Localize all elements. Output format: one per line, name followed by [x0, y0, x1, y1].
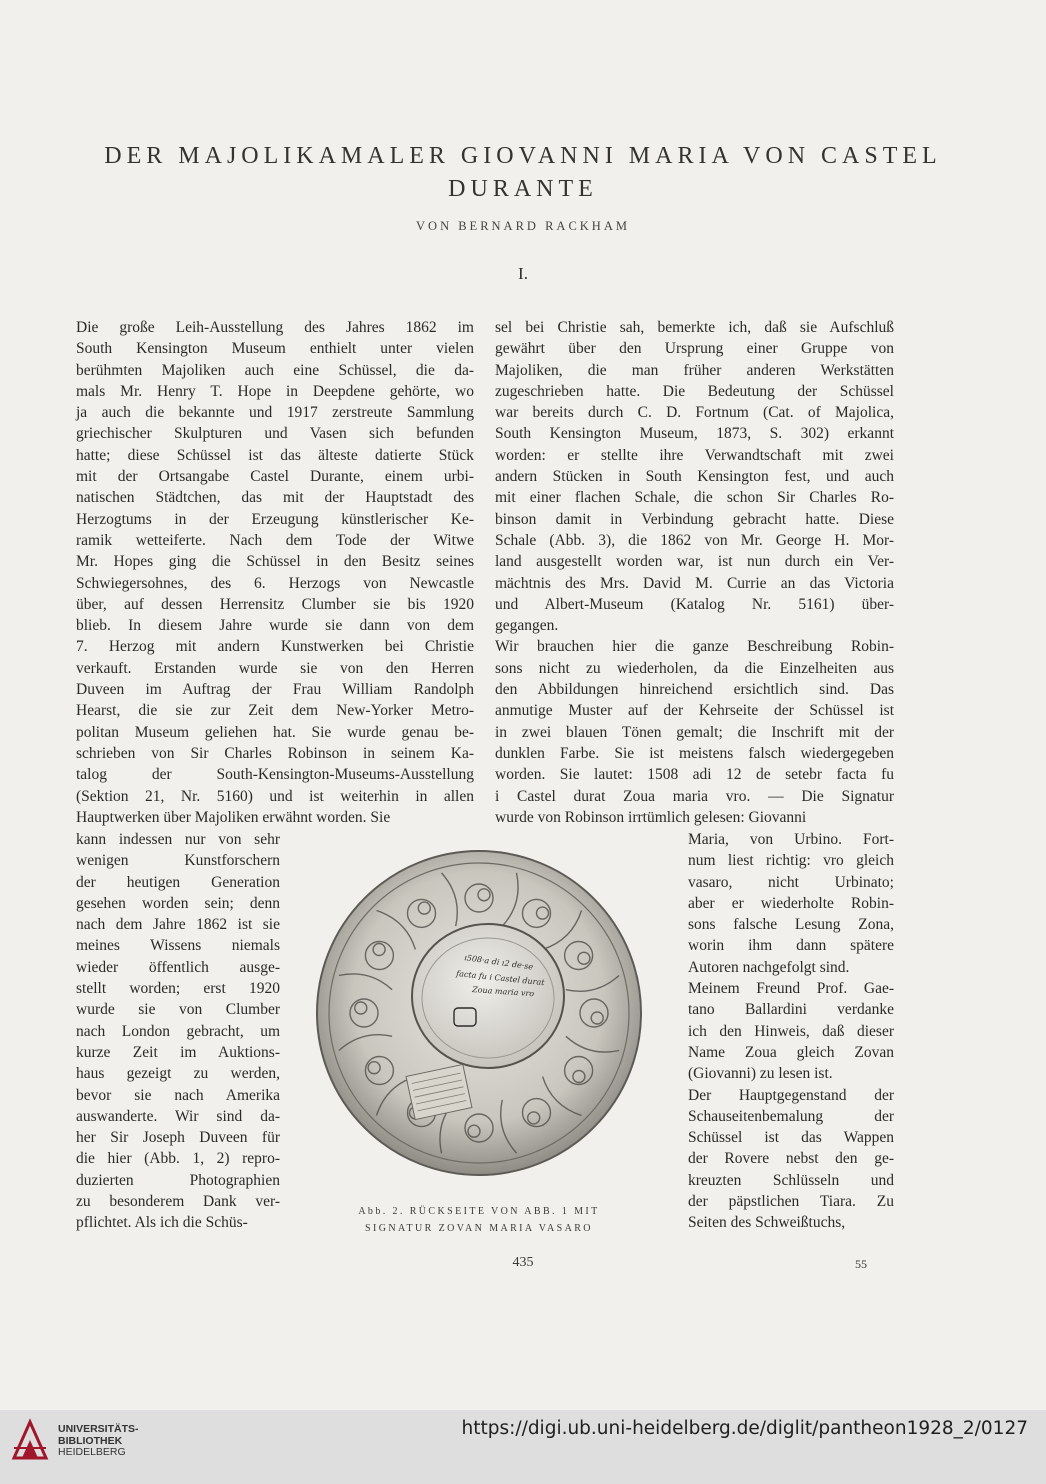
text-line: natischen Städtchen, das mit der Hauptstadt des: [76, 489, 474, 507]
right-column: [495, 317, 894, 828]
svg-text:facta fu i Castel durat: facta fu i Castel durat: [455, 969, 545, 988]
text-line: 7. Herzog mit andern Kunstwerken bei Christie: [76, 638, 474, 656]
author-line: VON BERNARD RACKHAM: [416, 219, 630, 233]
text-line: politan Museum geliehen hat. Sie wurde genau be-: [76, 723, 474, 741]
text-line: haus gezeigt zu werden,: [76, 1065, 280, 1083]
text-line: schrieben von Sir Charles Robinson in seinem Ka-: [76, 744, 474, 762]
text-line: über, auf dessen Herrensitz Clumber sie bis 1920: [76, 595, 474, 613]
right-narrow-column: [688, 829, 894, 1234]
section-number: I.: [518, 264, 528, 283]
text-line: kann indessen nur von sehr: [76, 831, 280, 848]
text-line: anmutige Muster auf der Kehrseite der Schüssel ist: [495, 702, 894, 720]
text-line: stellt worden; erst 1920: [76, 980, 280, 998]
library-name-line-1: UNIVERSITÄTS-: [58, 1423, 139, 1435]
text-line: verkauft. Erstanden wurde sie von den Herren: [76, 659, 474, 677]
text-line: dunklen Farbe. Sie ist meistens falsch wiedergegeben: [495, 744, 894, 762]
text-line: der Rovere nebst den ge-: [688, 1150, 894, 1168]
page-number-secondary: 55: [855, 1257, 867, 1271]
figure-caption: [300, 1203, 658, 1237]
text-line: Meinem Freund Prof. Gae-: [688, 980, 894, 998]
text-line: die hier (Abb. 1, 2) repro-: [76, 1150, 280, 1168]
text-line: wenigen Kunstforschern: [76, 852, 280, 870]
text-line: Maria, von Urbino. Fort-: [688, 831, 894, 848]
caption-line-2: SIGNATUR ZOVAN MARIA VASARO: [365, 1223, 593, 1234]
text-line: andern Stücken in South Kensington fest, und auch: [495, 468, 894, 486]
svg-text:ı508·a di ı2 de·se: ı508·a di ı2 de·se: [463, 953, 534, 972]
text-line: ramik wetteiferte. Nach dem Tode der Witwe: [76, 531, 474, 549]
text-line: aber er wiederholte Robin-: [688, 894, 894, 912]
text-line: Herzogtums in der Erzeugung künstlerischer Ke-: [76, 510, 474, 528]
library-name-line-2: BIBLIOTHEK: [58, 1434, 123, 1447]
title-line-1: DER MAJOLIKAMALER GIOVANNI MARIA VON CASTEL: [104, 143, 942, 169]
text-line: wurde sie von Clumber: [76, 1001, 280, 1019]
text-line: gesehen worden sein; denn: [76, 894, 280, 912]
text-line: South Kensington Museum, 1873, S. 302) erkannt: [495, 425, 894, 443]
text-line: sel bei Christie sah, bemerkte ich, daß sie Aufschluß: [495, 319, 894, 336]
text-line: zu besonderem Dank ver-: [76, 1193, 280, 1211]
svg-text:Zoua maria vro: Zoua maria vro: [471, 985, 535, 999]
text-line: mals Mr. Henry T. Hope in Deepdene gehörte, wo: [76, 382, 474, 400]
text-line: berühmten Majoliken auch eine Schüssel, die da-: [76, 361, 474, 379]
text-line: nach dem Jahre 1862 ist sie: [76, 916, 280, 934]
article-title: [0, 140, 1046, 206]
text-line: Seiten des Schweißtuchs,: [688, 1214, 846, 1232]
page-number: 435: [512, 1255, 534, 1270]
text-line: gewährt über den Ursprung einer Gruppe von: [495, 340, 894, 358]
text-line: der heutigen Generation: [76, 873, 280, 891]
text-line: Autoren nachgefolgt sind.: [688, 958, 850, 976]
left-narrow-column: [76, 829, 280, 1234]
text-line: mächtnis des Mrs. David M. Currie an das Victoria: [495, 574, 894, 592]
text-line: in zwei blauen Tönen gemalt; die Inschrift mit der: [495, 723, 894, 741]
text-line: mit der Ortsangabe Castel Durante, einem urbi-: [76, 468, 474, 486]
text-line: gegangen.: [495, 617, 559, 635]
text-line: bevor sie nach Amerika: [76, 1086, 280, 1104]
title-line-2: DURANTE: [448, 176, 598, 202]
text-line: pflichtet. Als ich die Schüs-: [76, 1214, 248, 1232]
text-line: vasaro, nicht Urbinato;: [688, 873, 894, 891]
text-line: griechischer Skulpturen und Vasen sich befunden: [76, 425, 474, 443]
text-line: Mr. Hopes ging die Schüssel in den Besitz seines: [76, 553, 474, 571]
text-line: nach London gebracht, um: [76, 1022, 280, 1040]
text-line: Duveen im Auftrag der Frau William Randolph: [76, 681, 474, 699]
caption-line-1: Abb. 2. RÜCKSEITE VON ABB. 1 MIT: [358, 1206, 600, 1217]
text-line: kreuzten Schlüsseln und: [688, 1171, 894, 1189]
text-line: Schauseitenbemalung der: [688, 1107, 894, 1125]
text-line: Die große Leih-Ausstellung des Jahres 1862 im: [76, 319, 474, 336]
text-line: auswanderte. Wir sind da-: [76, 1107, 280, 1125]
text-line: South Kensington Museum enthielt unter vielen: [76, 340, 474, 358]
text-line: worin ihm dann spätere: [688, 937, 894, 955]
text-line: der päpstlichen Tiara. Zu: [688, 1193, 894, 1211]
text-line: Majoliken, die man früher anderen Werkstätten: [495, 361, 894, 379]
text-line: (Sektion 21, Nr. 5160) und ist weiterhin in allen: [76, 787, 474, 805]
text-line: her Sir Joseph Duveen für: [76, 1129, 280, 1147]
text-line: worden: er stellte ihre Verwandtschaft mit zwei: [495, 446, 894, 464]
library-name: [58, 1424, 139, 1459]
text-line: duzierten Photographien: [76, 1171, 280, 1189]
text-line: blieb. In diesem Jahre wurde sie dann von dem: [76, 617, 474, 635]
text-line: meines Wissens niemals: [76, 937, 280, 955]
text-line: Der Hauptgegenstand der: [688, 1086, 894, 1104]
text-line: Schwiegersohnes, des 6. Herzogs von Newcastle: [76, 574, 474, 592]
text-line: kurze Zeit im Auktions-: [76, 1043, 280, 1061]
library-name-line-3: HEIDELBERG: [58, 1446, 126, 1458]
university-library-logo-icon: [10, 1418, 50, 1462]
text-line: Hauptwerken über Majoliken erwähnt worden. Sie: [76, 808, 391, 826]
text-line: Hearst, die sie zur Zeit dem New-Yorker Metro-: [76, 702, 474, 720]
left-column: [76, 317, 474, 828]
text-line: Wir brauchen hier die ganze Beschreibung Robin-: [495, 638, 894, 656]
text-line: i Castel durat Zoua maria vro. — Die Signatur: [495, 787, 894, 805]
text-line: wurde von Robinson irrtümlich gelesen: Giovanni: [495, 808, 807, 826]
text-line: (Giovanni) zu lesen ist.: [688, 1065, 833, 1083]
text-line: binson damit in Verbindung gebracht hatte. Diese: [495, 510, 894, 528]
text-line: und Albert-Museum (Katalog Nr. 5161) über-: [495, 595, 894, 613]
text-line: ja auch die bekannte und 1917 zerstreute Sammlung: [76, 404, 474, 422]
text-line: sons nicht zu wiederholen, da die Einzelheiten aus: [495, 659, 894, 677]
text-line: war bereits durch C. D. Fortnum (Cat. of Majolica,: [495, 404, 894, 422]
text-line: num liest richtig: vro gleich: [688, 852, 894, 870]
text-line: den Abbildungen hinreichend ersichtlich sind. Das: [495, 681, 894, 699]
text-line: sons falsche Lesung Zona,: [688, 916, 894, 934]
text-line: zugeschrieben hatte. Die Bedeutung der Schüssel: [495, 382, 894, 400]
text-line: wieder öffentlich ausge-: [76, 958, 280, 976]
text-line: Schüssel ist das Wappen: [688, 1129, 894, 1147]
majolica-dish-image: [314, 848, 644, 1178]
text-line: hatte; diese Schüssel ist das älteste datierte Stück: [76, 446, 474, 464]
text-line: ich den Hinweis, daß dieser: [688, 1022, 894, 1040]
footer-bar: [0, 1410, 1046, 1484]
text-line: mit einer flachen Schale, die schon Sir Charles Ro-: [495, 489, 894, 507]
source-url-link[interactable]: https://digi.ub.uni-heidelberg.de/diglit/pantheon1928_2/0127: [461, 1418, 1028, 1439]
text-line: talog der South-Kensington-Museums-Ausstellung: [76, 766, 474, 784]
text-line: Schale (Abb. 3), die 1862 von Mr. George H. Mor-: [495, 531, 894, 549]
text-line: Name Zoua gleich Zovan: [688, 1043, 894, 1061]
text-line: land ausgestellt worden war, ist nun durch ein Ver-: [495, 553, 894, 571]
text-line: tano Ballardini verdanke: [688, 1001, 894, 1019]
text-line: worden. Sie lautet: 1508 adi 12 de setebr facta fu: [495, 766, 894, 784]
